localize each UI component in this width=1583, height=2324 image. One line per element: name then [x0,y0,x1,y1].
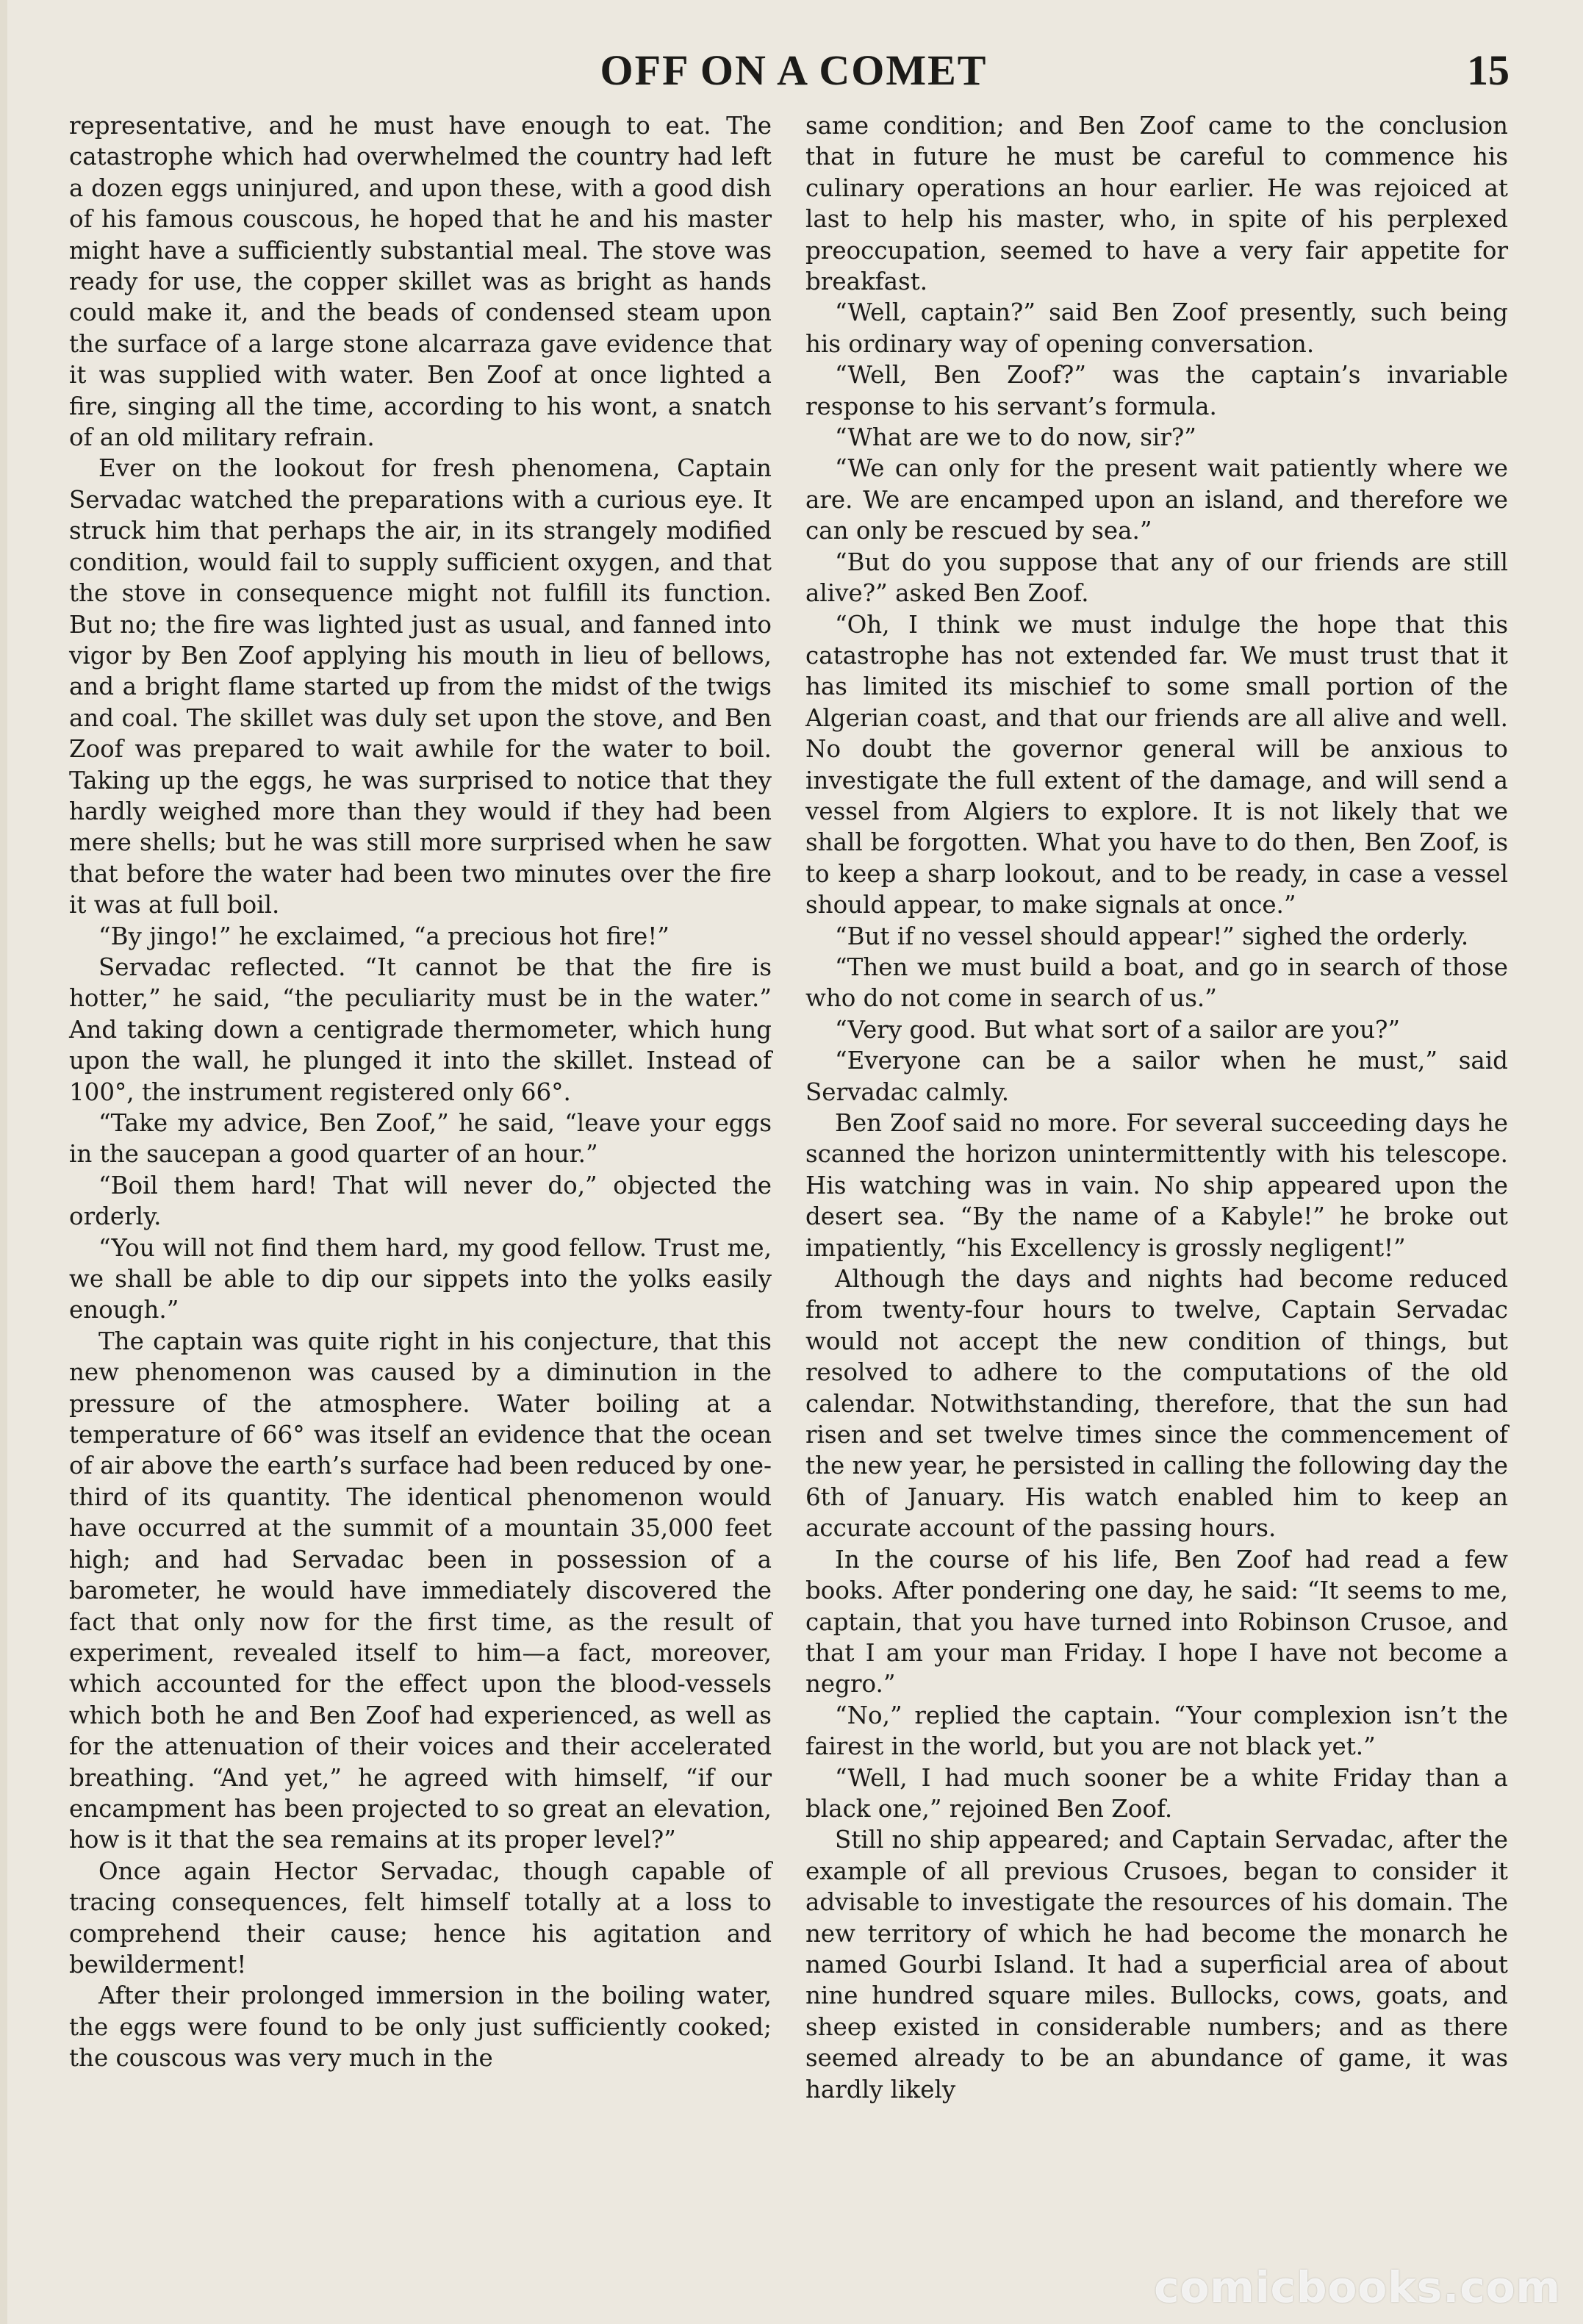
paragraph: “By jingo!” he exclaimed, “a precious hot fire!” [98,922,670,950]
paragraph: Still no ship appeared; and Captain Servadac, after the example of all previous Crusoes, began to consider it advisable to investigate the resources of his domain. The new territory of which he had become the monarch he named Gourbi Island. It had a superficial area of about nine hundred square miles. Bullocks, cows, goats, and sheep existed in considerable numbers; and as there seemed already to be an abundance of game, it was hardly likely [805,1826,1508,2104]
paragraph: The captain was quite right in his conjecture, that this new phenomenon was caused by a diminution in the pressure of the atmosphere. Water boiling at a temperature of 66° was itself an evidence that the ocean of air above the earth’s surface had been reduced by one-third of its quantity. The identical phenomenon would have occurred at the summit of a mountain 35,000 feet high; and had Servadac been in possession of a barometer, he would have immediately discovered the fact that only now for the first time, as the result of experiment, revealed itself to him—a fact, moreover, which accounted for the effect upon the blood-vessels which both he and Ben Zoof had experienced, as well as for the attenuation of their voices and their accelerated breathing. “And yet,” he agreed with himself, “if our encampment has been projected to so great an elevation, how is it that the sea remains at its proper level?” [69,1327,772,1854]
paragraph: “Very good. But what sort of a sailor are you?” [835,1015,1401,1044]
paragraph: “You will not find them hard, my good fellow. Trust me, we shall be able to dip our sippets into the yolks easily enough.” [69,1233,772,1324]
paragraph: Ever on the lookout for fresh phenomena, Captain Servadac watched the preparations with a curious eye. It struck him that perhaps the air, in its strangely modified condition, would fail to supply sufficient oxygen, and that the stove in consequence might not fulfill its function. But no; the fire was lighted just as usual, and fanned into vigor by Ben Zoof applying his mouth in lieu of bellows, and a bright flame started up from the midst of the twigs and coal. The skillet was duly set upon the stove, and Ben Zoof was prepared to wait awhile for the water to boil. Taking up the eggs, he was surprised to notice that they hardly weighed more than they would if they had been mere shells; but he was still more surprised when he saw that before the water had been two minutes over the fire it was at full boil. [69,454,772,919]
paragraph: “Boil them hard! That will never do,” objected the orderly. [69,1171,772,1231]
paragraph: “No,” replied the captain. “Your complexion isn’t the fairest in the world, but you are not black yet.” [805,1701,1508,1761]
right-column [805,110,1508,2105]
page-header [73,46,1514,104]
watermark: comicbooks.com [1154,2262,1561,2312]
paragraph: “Well, Ben Zoof?” was the captain’s invariable response to his servant’s formula. [805,361,1508,420]
paragraph: “Take my advice, Ben Zoof,” he said, “leave your eggs in the saucepan a good quarter of an hour.” [69,1109,772,1169]
paragraph: “But do you suppose that any of our friends are still alive?” asked Ben Zoof. [805,548,1508,608]
paragraph: “What are we to do now, sir?” [835,423,1196,452]
paragraph: After their prolonged immersion in the boiling water, the eggs were found to be only just sufficiently cooked; the couscous was very much in the [69,1982,772,2073]
paragraph: “Well, I had much sooner be a white Friday than a black one,” rejoined Ben Zoof. [805,1763,1508,1823]
paragraph: Once again Hector Servadac, though capable of tracing consequences, felt himself totally at a loss to comprehend their cause; hence his agitation and bewilderment! [69,1857,772,1979]
paragraph: Servadac reflected. “It cannot be that the fire is hotter,” he said, “the peculiarity must be in the water.” And taking down a centigrade thermometer, which hung upon the wall, he plunged it into the skillet. Instead of 100°, the instrument registered only 66°. [69,953,772,1106]
left-column [69,110,772,2074]
paragraph: Ben Zoof said no more. For several succeeding days he scanned the horizon unintermittently with his telescope. His watching was in vain. No ship appeared upon the desert sea. “By the name of a Kabyle!” he broke out impatiently, “his Excellency is grossly negligent!” [805,1109,1508,1262]
paragraph: “Well, captain?” said Ben Zoof presently, such being his ordinary way of opening conversation. [805,298,1508,358]
paragraph: “But if no vessel should appear!” sighed the orderly. [835,922,1469,950]
paragraph: “Everyone can be a sailor when he must,” said Servadac calmly. [805,1047,1508,1106]
paragraph: In the course of his life, Ben Zoof had read a few books. After pondering one day, he said: “It seems to me, captain, that you have turned into Robinson Crusoe, and that I am your man Friday. I hope I have not become a negro.” [805,1545,1508,1699]
paragraph: “Then we must build a boat, and go in search of those who do not come in search of us.” [805,953,1508,1013]
running-title: OFF ON A COMET [600,46,988,94]
paragraph: same condition; and Ben Zoof came to the conclusion that in future he must be careful to commence his culinary operations an hour earlier. He was rejoiced at last to help his master, who, in spite of his perplexed preoccupation, seemed to have a very fair appetite for breakfast. [805,112,1508,296]
paragraph: “Oh, I think we must indulge the hope that this catastrophe has not extended far. We must trust that it has limited its mischief to some small portion of the Algerian coast, and that our friends are all alive and well. No doubt the governor general will be anxious to investigate the full extent of the damage, and will send a vessel from Algiers to explore. It is not likely that we shall be forgotten. What you have to do then, Ben Zoof, is to keep a sharp lookout, and to be ready, in case a vessel should appear, to make signals at once.” [805,610,1508,919]
paragraph: “We can only for the present wait patiently where we are. We are encamped upon an island, and therefore we can only be rescued by sea.” [805,454,1508,545]
page-number: 15 [1467,46,1510,94]
paragraph: representative, and he must have enough to eat. The catastrophe which had overwhelmed the country had left a dozen eggs uninjured, and upon these, with a good dish of his famous couscous, he hoped that he and his master might have a sufficiently substantial meal. The stove was ready for use, the copper skillet was as bright as hands could make it, and the beads of condensed steam upon the surface of a large stone alcarraza gave evidence that it was supplied with water. Ben Zoof at once lighted a fire, singing all the time, according to his wont, a snatch of an old military refrain. [69,112,772,452]
paragraph: Although the days and nights had become reduced from twenty-four hours to twelve, Captain Servadac would not accept the new condition of things, but resolved to adhere to the computations of the old calendar. Notwithstanding, therefore, that the sun had risen and set twelve times since the commencement of the new year, he persisted in calling the following day the 6th of January. His watch enabled him to keep an accurate account of the passing hours. [805,1265,1508,1543]
